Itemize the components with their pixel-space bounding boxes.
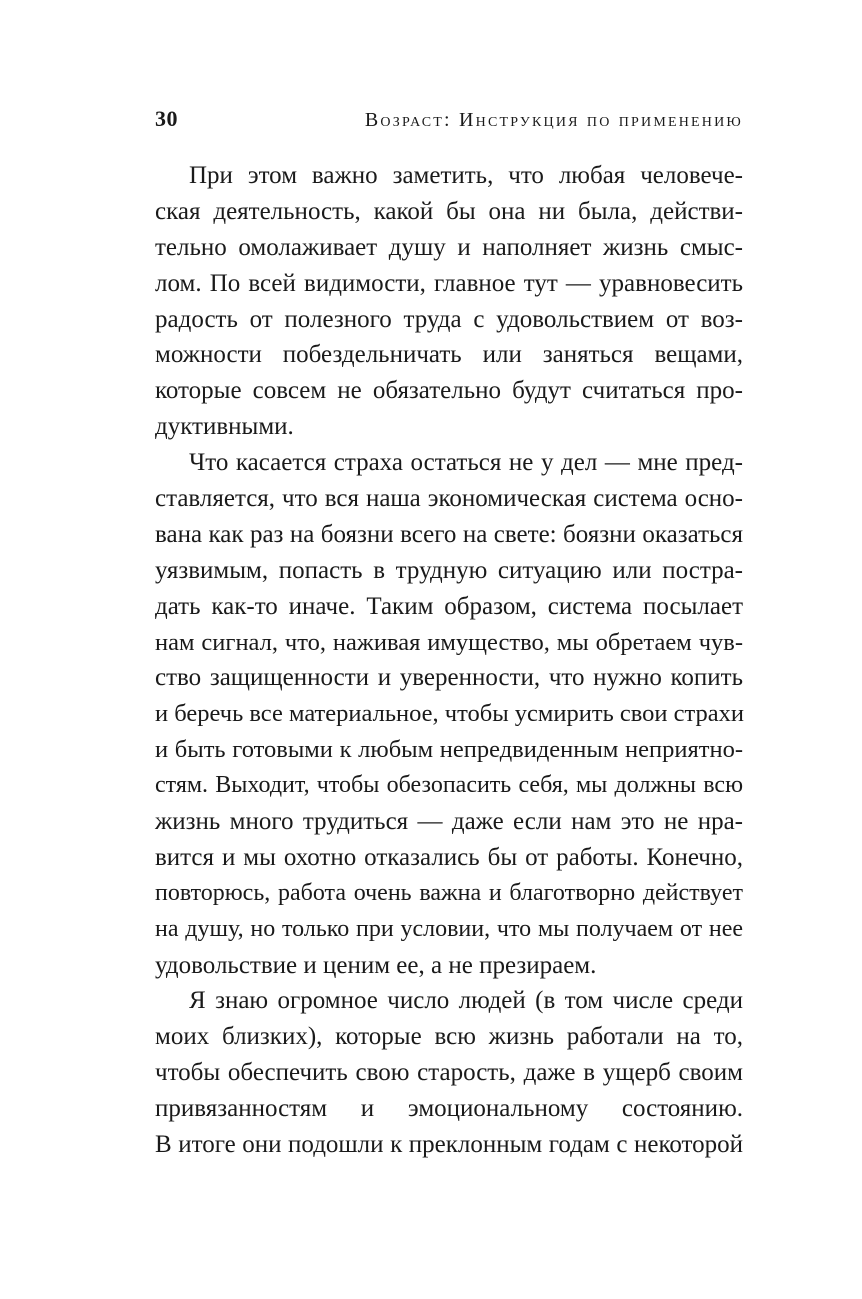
text-line: дать как-то иначе. Таким образом, система посылает xyxy=(155,592,743,620)
text-line: В итоге они подошли к преклонным годам с некоторой xyxy=(155,1131,743,1159)
text-line: чтобы обеспечить свою старость, даже в ущерб своим xyxy=(155,1059,743,1087)
text-line: которые совсем не обязательно будут считаться про- xyxy=(155,377,743,405)
text-line: ство защищенности и уверенности, что нужно копить xyxy=(155,664,743,692)
book-title: Возраст: Инструкция по применению xyxy=(364,109,743,131)
text-line: Я знаю огромное число людей (в том числе среди xyxy=(189,987,743,1015)
text-line: и быть готовыми к любым непредвиденным неприятно- xyxy=(155,736,743,764)
text-line: лом. По всей видимости, главное тут — уравновесить xyxy=(155,269,743,297)
text-line: ская деятельность, какой бы она ни была, действи- xyxy=(155,197,743,225)
text-line: уязвимым, попасть в трудную ситуацию или постра- xyxy=(155,556,743,584)
text-line: радость от полезного труда с удовольствием от воз- xyxy=(155,305,743,333)
text-line: и беречь все материальное, чтобы усмирить свои страхи xyxy=(155,700,745,728)
text-line: дуктивными. xyxy=(155,413,294,441)
text-line: удовольствие и ценим ее, а не презираем. xyxy=(155,951,597,979)
text-line: Что касается страха остаться не у дел — мне пред- xyxy=(189,449,743,477)
text-line: вана как раз на боязни всего на свете: боязни оказаться xyxy=(155,520,743,548)
text-line: тельно омолаживает душу и наполняет жизнь смыс- xyxy=(155,233,743,261)
text-line: на душу, но только при условии, что мы получаем от нее xyxy=(155,915,743,942)
text-line: повторюсь, работа очень важна и благотворно действует xyxy=(155,879,743,906)
text-line: стям. Выходит, чтобы обезопасить себя, мы должны всю xyxy=(155,772,743,799)
running-head xyxy=(155,106,743,138)
body-text xyxy=(155,158,743,1163)
text-line: можности побездельничать или заняться вещами, xyxy=(155,341,743,369)
page-number: 30 xyxy=(155,106,178,131)
text-line: привязанностям и эмоциональному состоянию. xyxy=(155,1095,743,1123)
text-line: жизнь много трудиться — даже если нам это не нра- xyxy=(155,808,743,836)
text-line: моих близких), которые всю жизнь работали на то, xyxy=(155,1023,743,1051)
text-line: ставляется, что вся наша экономическая система осно- xyxy=(155,485,743,513)
text-line: вится и мы охотно отказались бы от работы. Конечно, xyxy=(155,843,743,871)
text-line: При этом важно заметить, что любая человече- xyxy=(189,162,743,189)
text-line: нам сигнал, что, наживая имущество, мы обретаем чув- xyxy=(155,628,743,656)
